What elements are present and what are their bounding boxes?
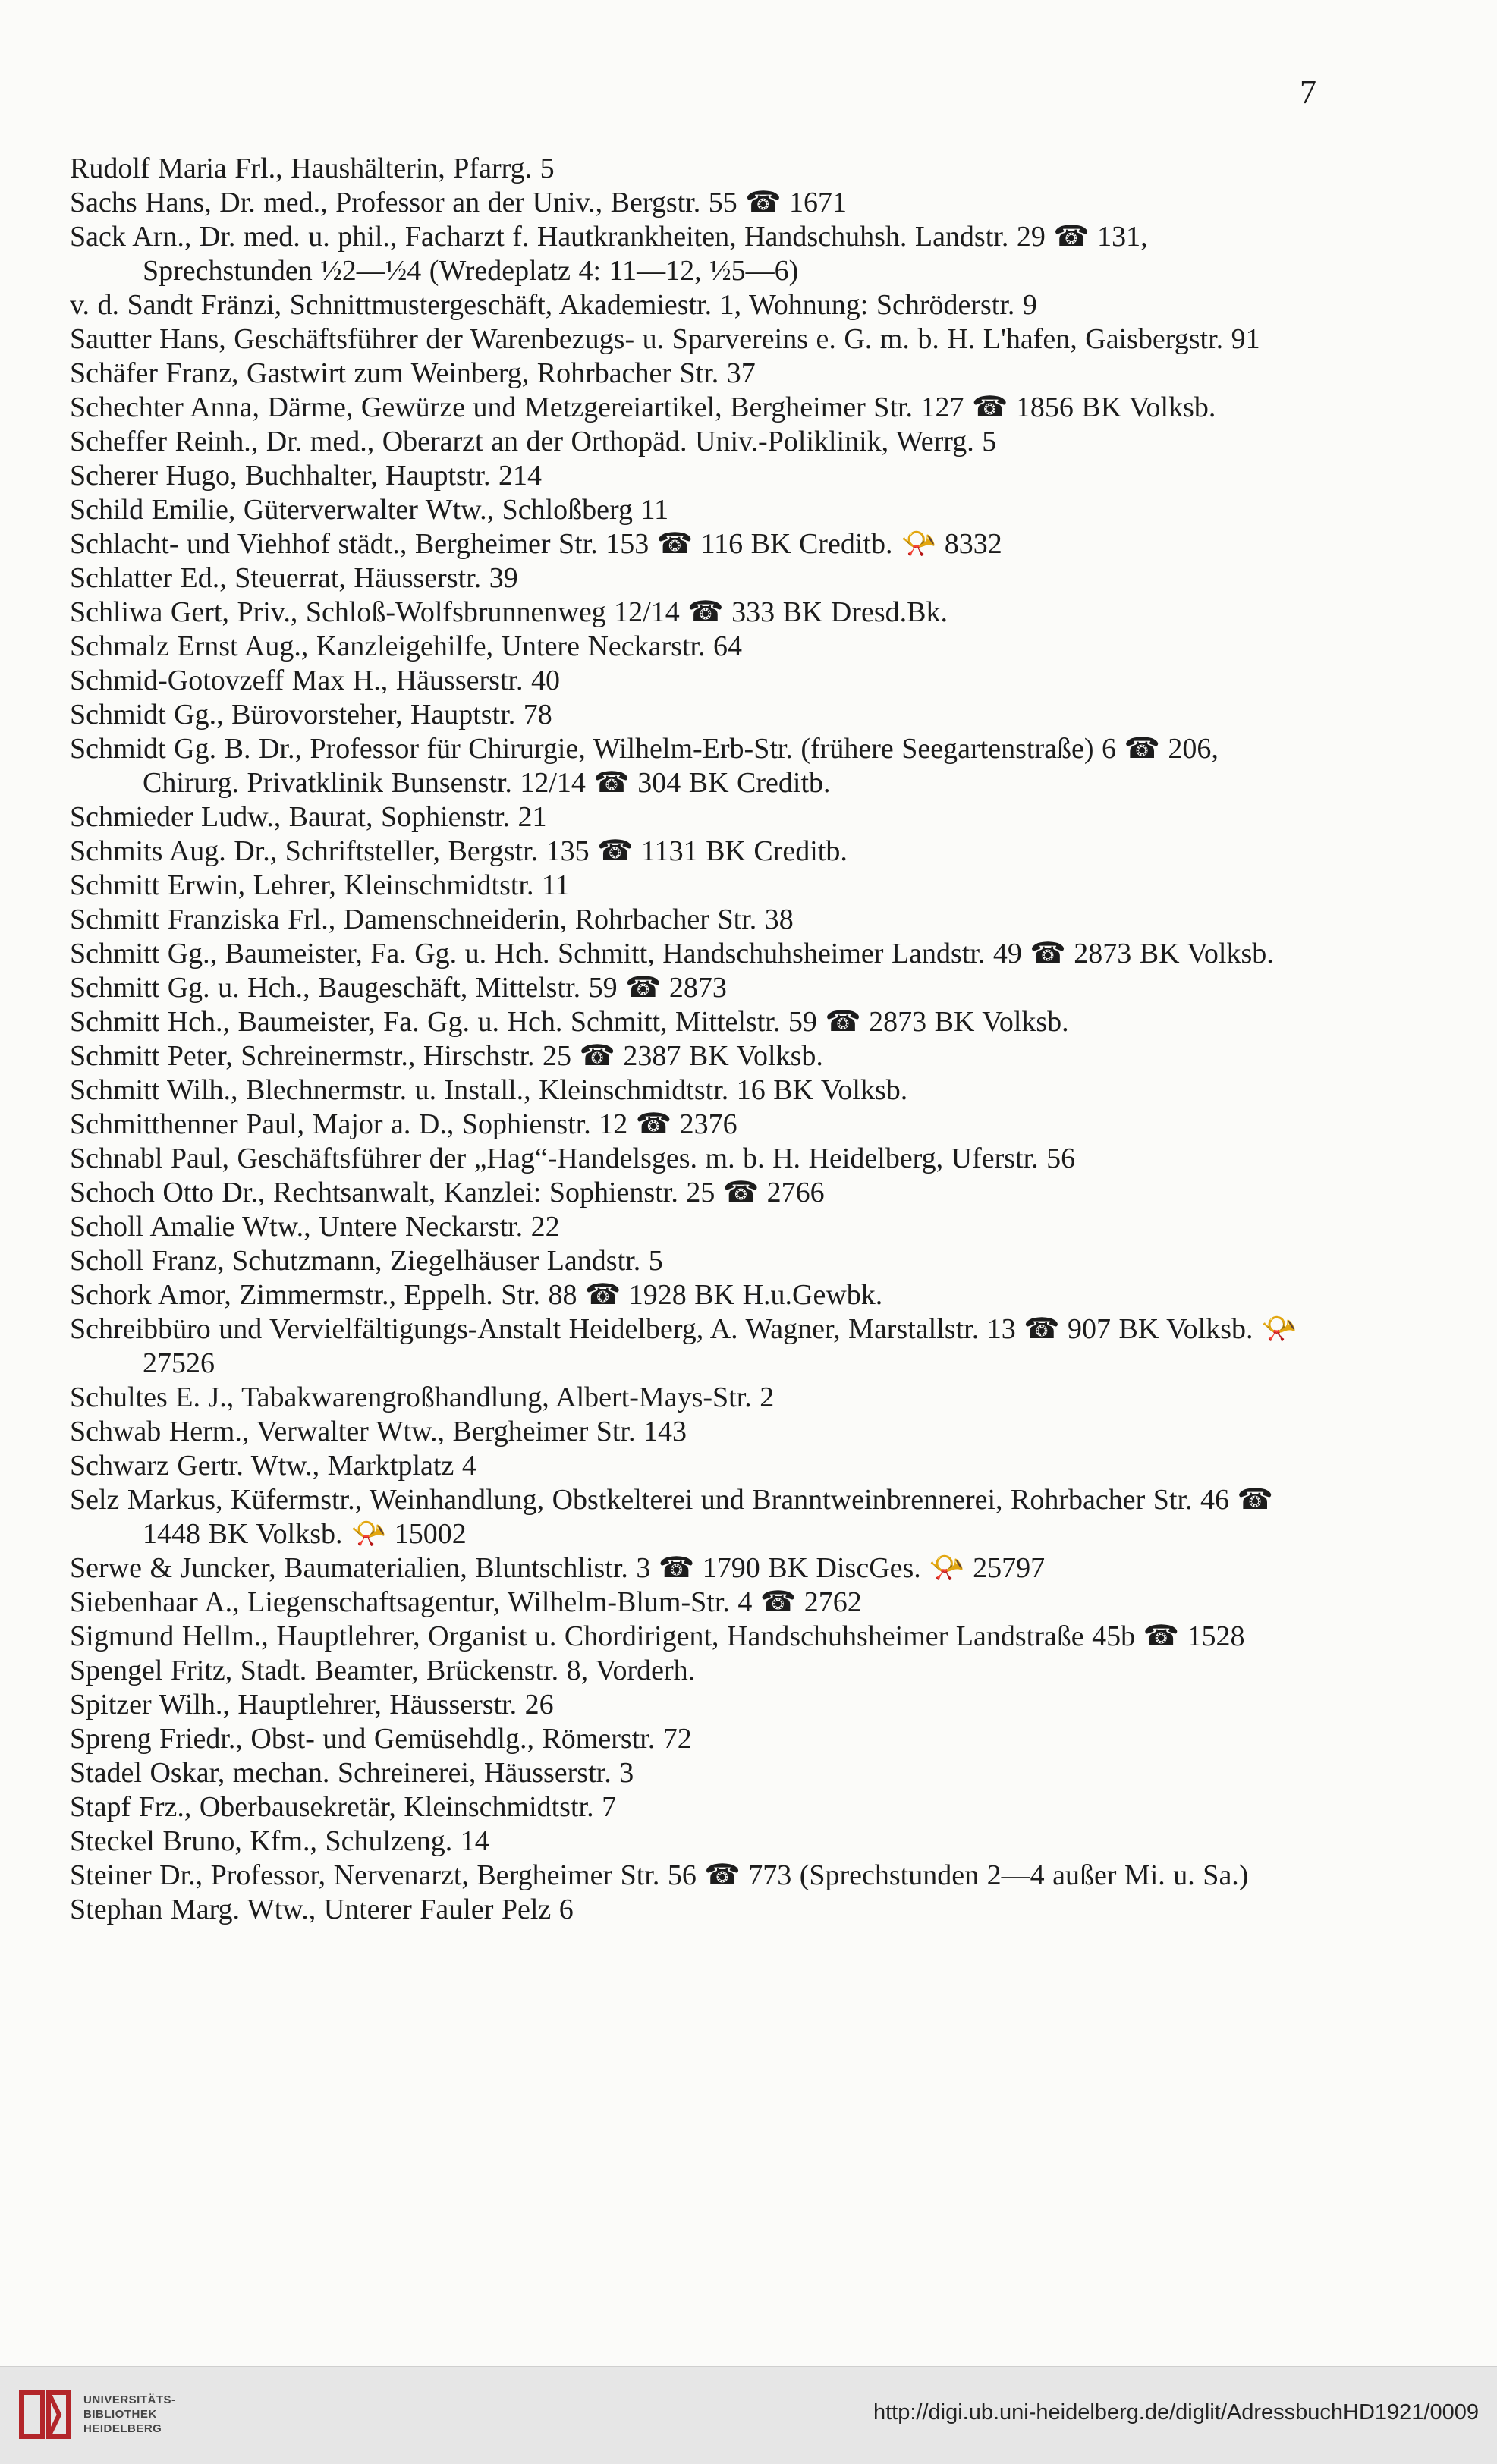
directory-entry: Schmalz Ernst Aug., Kanzleigehilfe, Untere Neckarstr. 64 [70,630,743,662]
directory-entry: Scherer Hugo, Buchhalter, Hauptstr. 214 [70,460,542,492]
directory-entry: Schmidt Gg., Bürovorsteher, Hauptstr. 78 [70,699,552,731]
page-number: 7 [1300,74,1316,111]
library-logo-icon [17,2387,73,2443]
directory-entry: Schreibbüro und Vervielfältigungs-Anstalt Heidelberg, A. Wagner, Marstallstr. 13 ☎ 907 BK Volksb. 📯 27526 [70,1313,1297,1379]
directory-entry: Scholl Franz, Schutzmann, Ziegelhäuser Landstr. 5 [70,1245,663,1277]
directory-entry: Stephan Marg. Wtw., Unterer Fauler Pelz 6 [70,1894,574,1925]
directory-entry: Schmitt Franziska Frl., Damenschneiderin, Rohrbacher Str. 38 [70,904,794,935]
directory-entry: Stadel Oskar, mechan. Schreinerei, Häusserstr. 3 [70,1757,634,1789]
directory-entry: Schmid-Gotovzeff Max H., Häusserstr. 40 [70,665,561,696]
directory-entry: Schork Amor, Zimmermstr., Eppelh. Str. 88 ☎ 1928 BK H.u.Gewbk. [70,1279,883,1311]
directory-entry: Schmitthenner Paul, Major a. D., Sophienstr. 12 ☎ 2376 [70,1108,737,1140]
directory-entries [70,152,1314,1927]
directory-entry: Schlatter Ed., Steuerrat, Häusserstr. 39 [70,562,518,594]
directory-entry: Steckel Bruno, Kfm., Schulzeng. 14 [70,1825,489,1857]
directory-entry: Serwe & Juncker, Baumaterialien, Bluntschlistr. 3 ☎ 1790 BK DiscGes. 📯 25797 [70,1552,1046,1584]
directory-entry: Rudolf Maria Frl., Haushälterin, Pfarrg. 5 [70,152,555,184]
directory-entry: Schmieder Ludw., Baurat, Sophienstr. 21 [70,801,547,833]
directory-entry: Scholl Amalie Wtw., Untere Neckarstr. 22 [70,1211,560,1243]
directory-entry: Spengel Fritz, Stadt. Beamter, Brückenstr. 8, Vorderh. [70,1655,696,1686]
directory-entry: Steiner Dr., Professor, Nervenarzt, Bergheimer Str. 56 ☎ 773 (Sprechstunden 2—4 außer Mi. u. Sa.) [70,1859,1249,1891]
directory-entry: Schild Emilie, Güterverwalter Wtw., Schloßberg 11 [70,494,669,526]
directory-entry: Scheffer Reinh., Dr. med., Oberarzt an der Orthopäd. Univ.-Poliklinik, Werrg. 5 [70,426,997,457]
library-name-line: UNIVERSITÄTS- [83,2393,176,2406]
directory-entry: Schwarz Gertr. Wtw., Marktplatz 4 [70,1450,476,1482]
directory-entry: Schmitt Erwin, Lehrer, Kleinschmidtstr. 11 [70,869,570,901]
directory-entry: Schoch Otto Dr., Rechtsanwalt, Kanzlei: Sophienstr. 25 ☎ 2766 [70,1177,825,1208]
directory-entry: Siebenhaar A., Liegenschaftsagentur, Wilhelm-Blum-Str. 4 ☎ 2762 [70,1586,862,1618]
directory-entry: Schultes E. J., Tabakwarengroßhandlung, Albert-Mays-Str. 2 [70,1381,775,1413]
directory-entry: Schmitt Hch., Baumeister, Fa. Gg. u. Hch. Schmitt, Mittelstr. 59 ☎ 2873 BK Volksb. [70,1006,1069,1038]
directory-entry: Schlacht- und Viehhof städt., Bergheimer Str. 153 ☎ 116 BK Creditb. 📯 8332 [70,528,1002,560]
directory-entry: Schmitt Gg., Baumeister, Fa. Gg. u. Hch. Schmitt, Handschuhsheimer Landstr. 49 ☎ 2873 BK Volksb. [70,938,1274,970]
directory-entry: Schmidt Gg. B. Dr., Professor für Chirurgie, Wilhelm-Erb-Str. (frühere Seegartenstraße) 6 ☎ 206, Chirurg. Privatklinik Bunsenstr. 12/14 ☎ 304 BK Creditb. [70,733,1219,799]
library-name-line: BIBLIOTHEK [83,2408,157,2421]
directory-entry: Sigmund Hellm., Hauptlehrer, Organist u. Chordirigent, Handschuhsheimer Landstraße 45b ☎ 1528 [70,1620,1245,1652]
directory-entry: Schliwa Gert, Priv., Schloß-Wolfsbrunnenweg 12/14 ☎ 333 BK Dresd.Bk. [70,596,948,628]
directory-entry: Schäfer Franz, Gastwirt zum Weinberg, Rohrbacher Str. 37 [70,357,756,389]
directory-entry: Schmitt Peter, Schreinermstr., Hirschstr. 25 ☎ 2387 BK Volksb. [70,1040,823,1072]
directory-entry: Spreng Friedr., Obst- und Gemüsehdlg., Römerstr. 72 [70,1723,692,1755]
directory-entry: Schmits Aug. Dr., Schriftsteller, Bergstr. 135 ☎ 1131 BK Creditb. [70,835,848,867]
directory-entry: v. d. Sandt Fränzi, Schnittmustergeschäft, Akademiestr. 1, Wohnung: Schröderstr. 9 [70,289,1037,321]
directory-entry: Schmitt Wilh., Blechnermstr. u. Install., Kleinschmidtstr. 16 BK Volksb. [70,1074,908,1106]
directory-entry: Schmitt Gg. u. Hch., Baugeschäft, Mittelstr. 59 ☎ 2873 [70,972,727,1004]
library-name [83,2393,176,2436]
directory-entry: Schnabl Paul, Geschäftsführer der „Hag“-Handelsges. m. b. H. Heidelberg, Uferstr. 56 [70,1142,1076,1174]
directory-entry: Selz Markus, Küfermstr., Weinhandlung, Obstkelterei und Branntweinbrennerei, Rohrbacher Str. 46 ☎ 1448 BK Volksb. 📯 15002 [70,1484,1273,1550]
directory-entry: Schechter Anna, Därme, Gewürze und Metzgereiartikel, Bergheimer Str. 127 ☎ 1856 BK Volksb. [70,391,1216,423]
directory-entry: Sack Arn., Dr. med. u. phil., Facharzt f. Hautkrankheiten, Handschuhsh. Landstr. 29 ☎ 131, Sprechstunden ½2—½4 (Wredeplatz 4: 11—12, ½5—6) [70,221,1148,287]
directory-entry: Sautter Hans, Geschäftsführer der Warenbezugs- u. Sparvereins e. G. m. b. H. L'hafen, Gaisbergstr. 91 [70,323,1260,355]
directory-entry: Schwab Herm., Verwalter Wtw., Bergheimer Str. 143 [70,1416,687,1447]
viewer-footer [0,2366,1497,2464]
directory-entry: Sachs Hans, Dr. med., Professor an der Univ., Bergstr. 55 ☎ 1671 [70,187,848,218]
directory-entry: Spitzer Wilh., Hauptlehrer, Häusserstr. 26 [70,1689,554,1721]
source-url-link[interactable]: http://digi.ub.uni-heidelberg.de/diglit/AdressbuchHD1921/0009 [873,2400,1479,2425]
directory-entry: Stapf Frz., Oberbausekretär, Kleinschmidtstr. 7 [70,1791,617,1823]
library-name-line: HEIDELBERG [83,2422,162,2435]
